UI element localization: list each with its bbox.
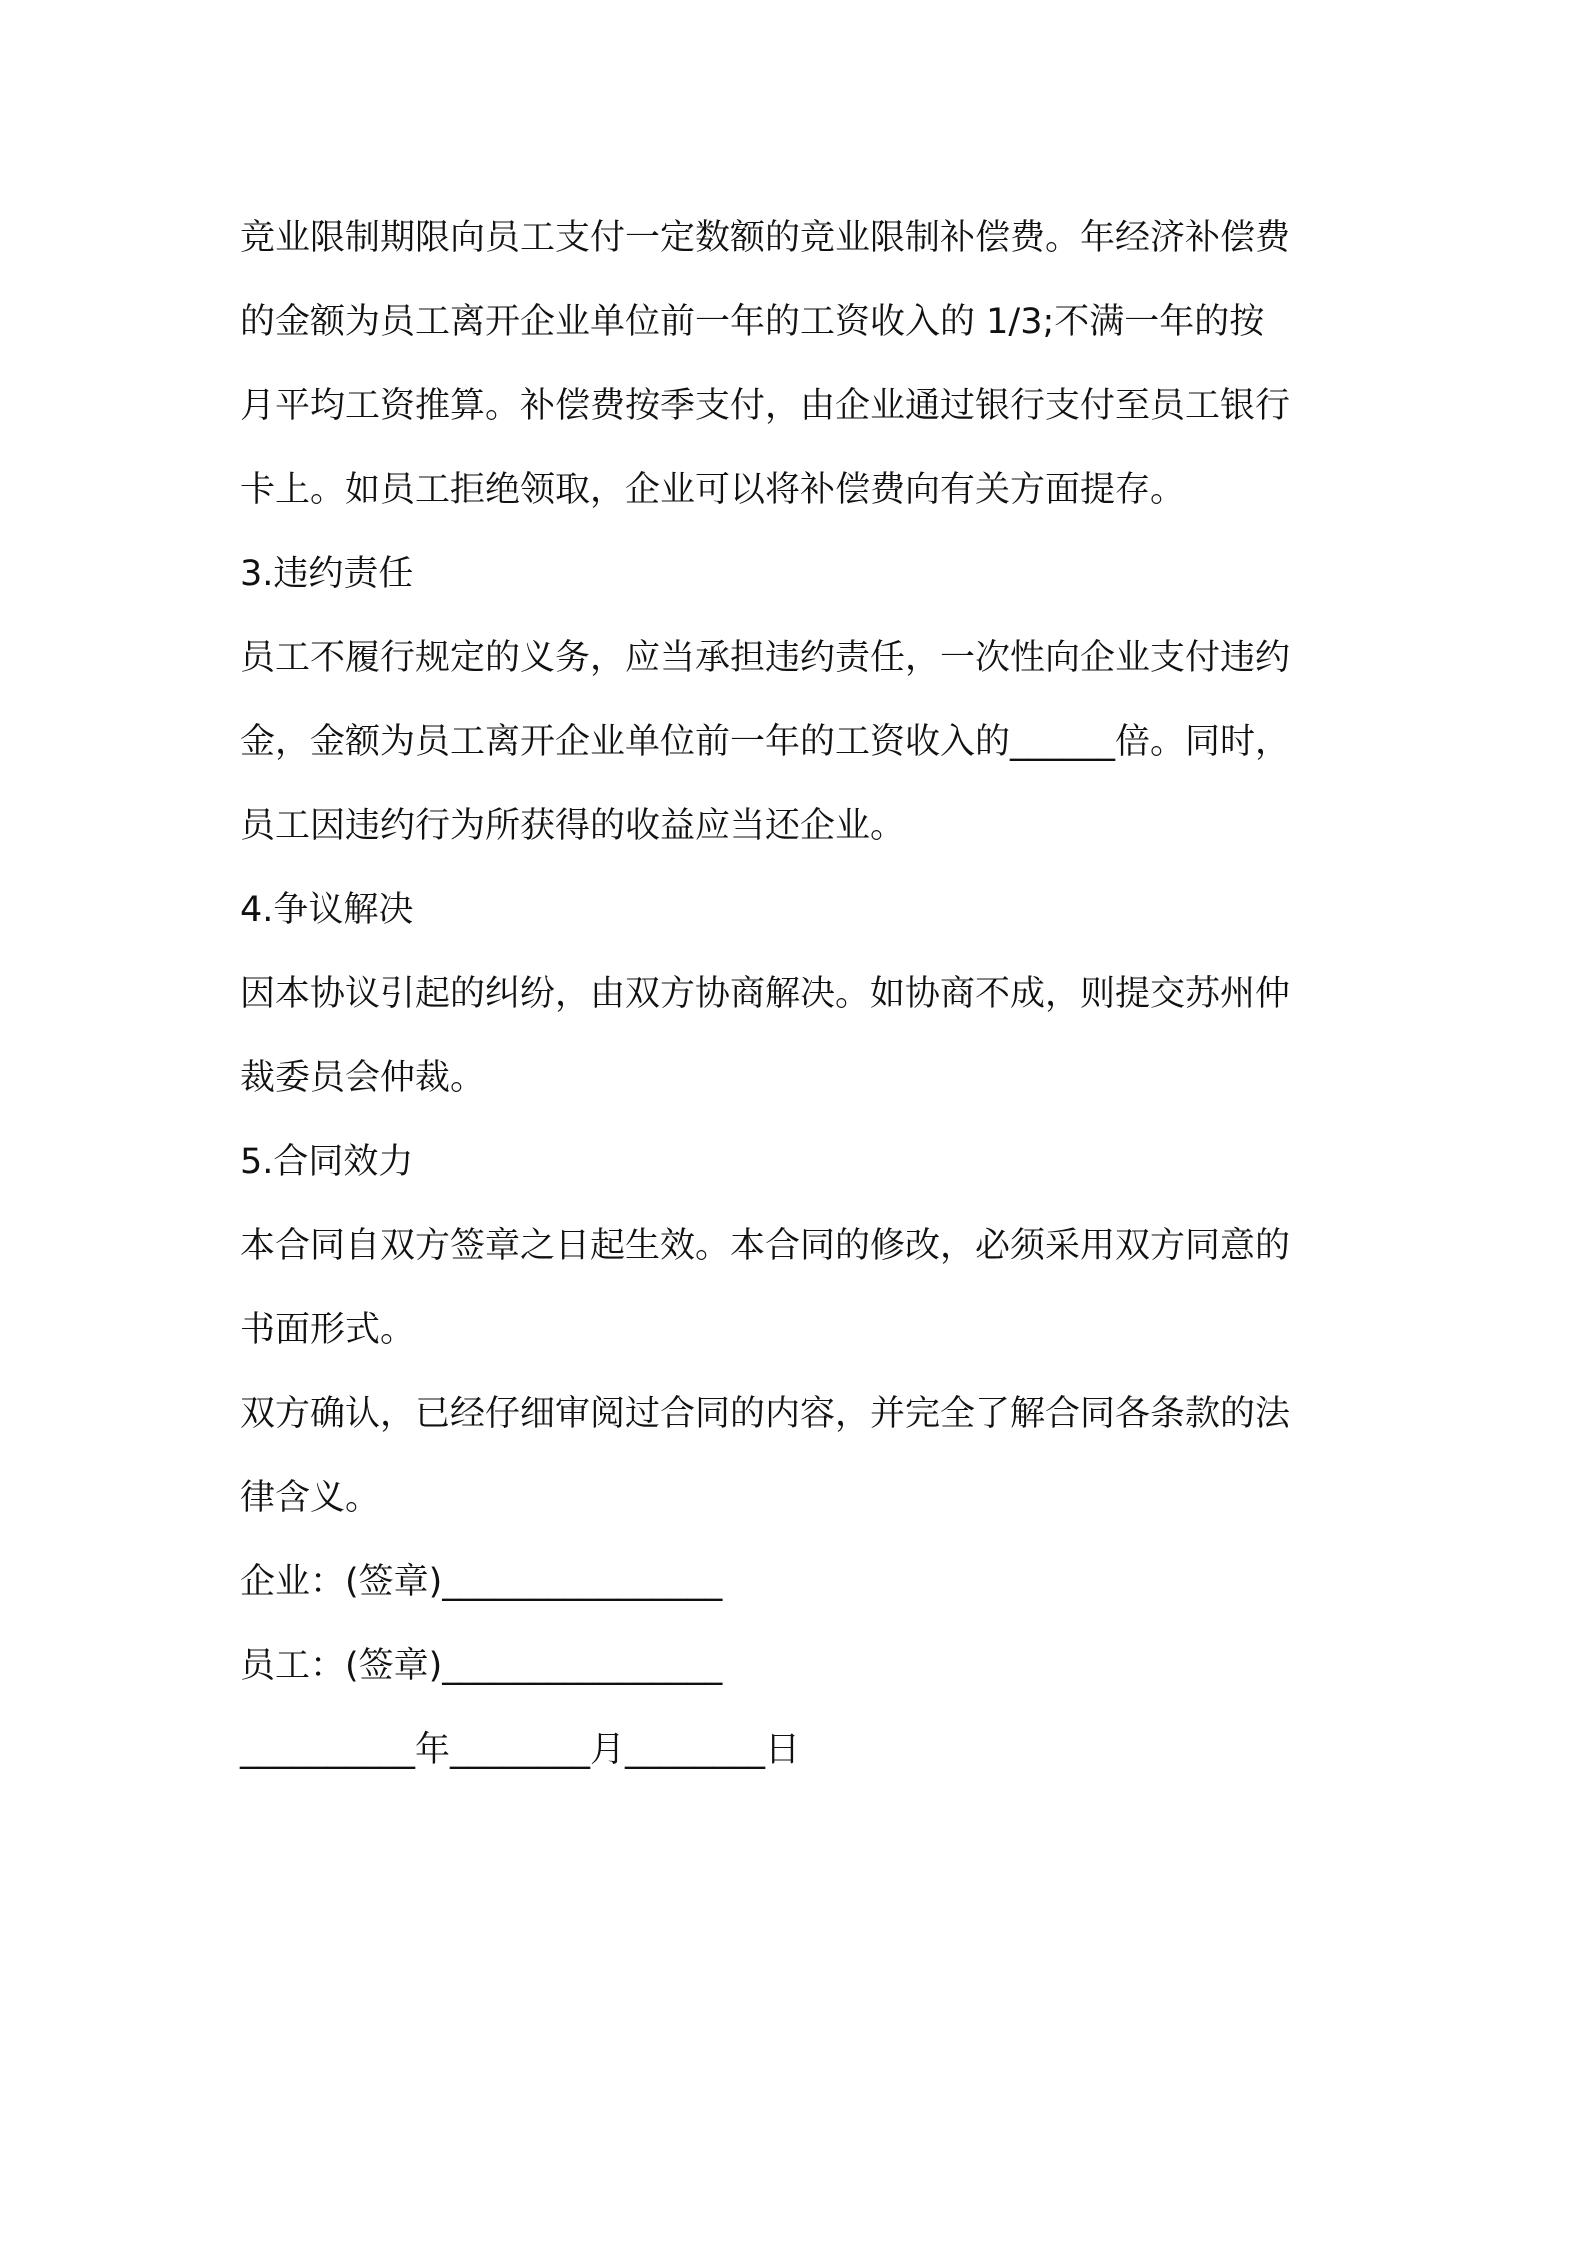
section-heading: 5.合同效力 bbox=[240, 1142, 414, 1182]
signature-line-employee: 员工：(签章)________________ bbox=[240, 1646, 723, 1686]
paragraph-line: 卡上。如员工拒绝领取，企业可以将补偿费向有关方面提存。 bbox=[240, 470, 1186, 510]
section-heading: 3.违约责任 bbox=[240, 554, 414, 594]
section-heading: 4.争议解决 bbox=[240, 890, 414, 930]
paragraph-line: 本合同自双方签章之日起生效。本合同的修改，必须采用双方同意的 bbox=[240, 1226, 1291, 1266]
paragraph-line: 月平均工资推算。补偿费按季支付，由企业通过银行支付至员工银行 bbox=[240, 386, 1291, 426]
paragraph-line: 的金额为员工离开企业单位前一年的工资收入的 1/3;不满一年的按 bbox=[240, 302, 1265, 342]
paragraph-line: 竞业限制期限向员工支付一定数额的竞业限制补偿费。年经济补偿费 bbox=[240, 218, 1291, 258]
paragraph-line: 书面形式。 bbox=[240, 1310, 416, 1350]
paragraph-line: 因本协议引起的纠纷，由双方协商解决。如协商不成，则提交苏州仲 bbox=[240, 974, 1291, 1014]
signature-line-company: 企业：(签章)________________ bbox=[240, 1562, 723, 1602]
paragraph-line: 裁委员会仲裁。 bbox=[240, 1058, 486, 1098]
paragraph-line: 律含义。 bbox=[240, 1478, 381, 1518]
date-line: __________年________月________日 bbox=[240, 1730, 801, 1770]
paragraph-line: 金，金额为员工离开企业单位前一年的工资收入的______倍。同时， bbox=[240, 722, 1291, 762]
paragraph-line: 员工因违约行为所获得的收益应当还企业。 bbox=[240, 806, 906, 846]
document-body bbox=[240, 196, 1370, 1792]
paragraph-line: 员工不履行规定的义务，应当承担违约责任，一次性向企业支付违约 bbox=[240, 638, 1291, 678]
paragraph-line: 双方确认，已经仔细审阅过合同的内容，并完全了解合同各条款的法 bbox=[240, 1394, 1291, 1434]
